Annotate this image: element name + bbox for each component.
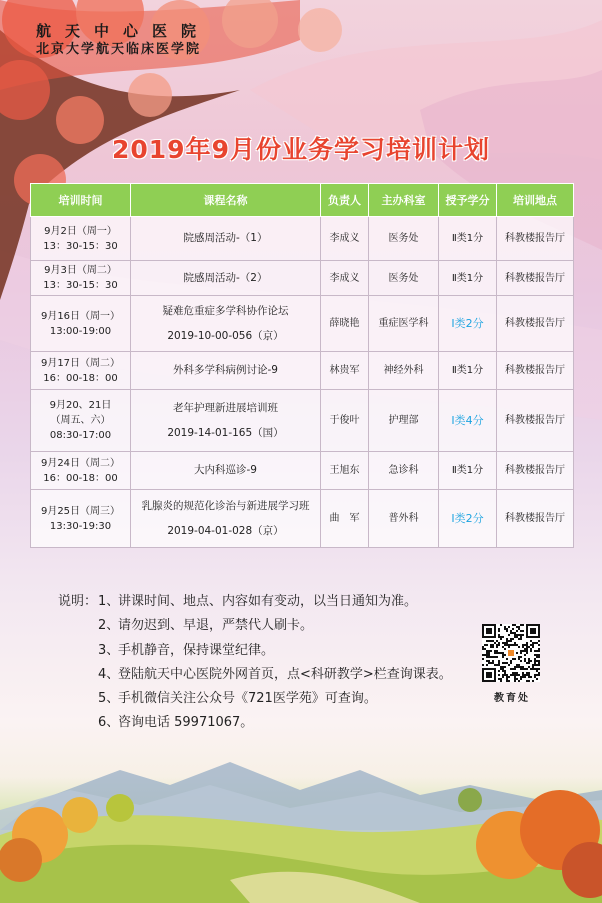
cell-time: [31, 296, 131, 352]
time-line: 9月2日（周一）: [44, 225, 117, 237]
column-header-time: 培训时间: [31, 184, 131, 217]
time-line: 9月16日（周一）: [40, 310, 121, 322]
note-text: 讲课时间、地点、内容如有变动，以当日通知为准。: [118, 594, 418, 609]
course-name: 院感周活动-（2）: [183, 271, 268, 284]
course-code: 2019-04-01-028（京）: [167, 524, 284, 537]
time-line: 9月25日（周三）: [40, 505, 121, 517]
course-name: 乳腺炎的规范化诊治与新进展学习班: [141, 499, 310, 512]
time-line: 9月24日（周二）: [40, 457, 121, 469]
cell-place: 科教楼报告厅: [497, 261, 574, 296]
cell-place: 科教楼报告厅: [497, 352, 574, 390]
time-line: 16：00-18：00: [43, 472, 118, 484]
cell-time: [31, 390, 131, 452]
note-text: 咨询电话 59971067。: [118, 715, 254, 731]
cell-course: [131, 452, 321, 490]
cell-place: 科教楼报告厅: [497, 217, 574, 261]
cell-place: 科教楼报告厅: [497, 296, 574, 352]
time-line: 13：30-15：30: [43, 240, 118, 252]
table-row: [31, 352, 574, 390]
cell-time: [31, 217, 131, 261]
table-header-row: [31, 184, 574, 217]
column-header-credit: 授予学分: [439, 184, 497, 217]
cell-dept: 重症医学科: [369, 296, 439, 352]
notes-section: [58, 590, 452, 736]
cell-dept: 医务处: [369, 217, 439, 261]
cell-credit: Ⅱ类1分: [439, 261, 497, 296]
time-line: 08:30-17:00: [49, 430, 112, 441]
cell-course: [131, 261, 321, 296]
table-row: [31, 490, 574, 548]
time-line: 16：00-18：00: [43, 372, 118, 384]
hospital-subtitle: 北京大学航天临床医学院: [36, 42, 202, 57]
cell-person: 于俊叶: [321, 390, 369, 452]
cell-time: [31, 490, 131, 548]
note-number: 1、: [98, 594, 120, 609]
cell-place: 科教楼报告厅: [497, 452, 574, 490]
course-name: 老年护理新进展培训班: [173, 401, 278, 414]
cell-dept: 普外科: [369, 490, 439, 548]
table-row: [31, 452, 574, 490]
table-row: [31, 217, 574, 261]
note-item: [58, 663, 452, 687]
cell-person: 李成义: [321, 261, 369, 296]
note-number: 2、: [98, 618, 120, 634]
note-item: [58, 590, 452, 614]
cell-credit: Ⅰ类4分: [439, 390, 497, 452]
time-line: 9月3日（周二）: [44, 265, 117, 276]
note-text: 手机微信关注公众号《721医学苑》可查询。: [118, 691, 377, 707]
cell-course: [131, 352, 321, 390]
qr-label: 教育处: [494, 693, 530, 704]
cell-credit: Ⅱ类1分: [439, 217, 497, 261]
course-name: 大内科巡诊-9: [194, 464, 257, 476]
training-schedule-table: [30, 183, 574, 548]
cell-course: [131, 490, 321, 548]
cell-place: 科教楼报告厅: [497, 490, 574, 548]
note-text: 手机静音，保持课堂纪律。: [118, 642, 275, 658]
page-title: 2019年9月份业务学习培训计划: [112, 135, 490, 164]
cell-time: [31, 452, 131, 490]
cell-dept: 神经外科: [369, 352, 439, 390]
column-header-dept: 主办科室: [369, 184, 439, 217]
cell-course: [131, 217, 321, 261]
notes-list: [58, 590, 452, 736]
time-line: （周五、六）: [50, 415, 111, 426]
note-text: 请勿迟到、早退，严禁代人刷卡。: [118, 618, 314, 634]
table-row: [31, 390, 574, 452]
note-item: [58, 639, 452, 663]
hospital-header: [36, 22, 210, 58]
note-number: 5、: [98, 691, 120, 707]
cell-place: 科教楼报告厅: [497, 390, 574, 452]
course-name: 外科多学科病例讨论-9: [173, 364, 278, 376]
cell-credit: Ⅱ类1分: [439, 452, 497, 490]
note-item: [58, 711, 452, 735]
table-row: [31, 261, 574, 296]
cell-time: [31, 352, 131, 390]
note-item: [58, 614, 452, 638]
note-number: 6、: [98, 715, 120, 731]
cell-dept: 医务处: [369, 261, 439, 296]
note-text: 登陆航天中心医院外网首页，点<科研教学>栏查询课表。: [118, 666, 452, 682]
note-number: 3、: [98, 642, 120, 658]
table-row: [31, 296, 574, 352]
cell-dept: 护理部: [369, 390, 439, 452]
course-code: 2019-14-01-165（国）: [167, 426, 284, 439]
time-line: 9月20、21日: [49, 400, 112, 411]
column-header-course: 课程名称: [131, 184, 321, 217]
qr-code-icon: [482, 624, 540, 682]
column-header-person: 负责人: [321, 184, 369, 217]
cell-credit: Ⅱ类1分: [439, 352, 497, 390]
cell-time: [31, 261, 131, 296]
cell-person: 王旭东: [321, 452, 369, 490]
course-name: 疑难危重症多学科协作论坛: [162, 304, 289, 317]
note-number: 4、: [98, 666, 120, 682]
cell-credit: Ⅰ类2分: [439, 490, 497, 548]
time-line: 13:30-19:30: [49, 520, 112, 532]
cell-course: [131, 390, 321, 452]
note-item: [58, 687, 452, 711]
hospital-name: 航天中心医院: [36, 22, 211, 40]
cell-dept: 急诊科: [369, 452, 439, 490]
course-name: 院感周活动-（1）: [183, 232, 268, 244]
cell-person: 薛晓艳: [321, 296, 369, 352]
cell-person: 李成义: [321, 217, 369, 261]
cell-person: 曲 军: [321, 490, 369, 548]
table-body: [31, 217, 574, 548]
time-line: 13：30-15：30: [43, 280, 118, 291]
note-lead: 说明：: [58, 594, 98, 609]
cell-credit: Ⅰ类2分: [439, 296, 497, 352]
time-line: 13:00-19:00: [49, 325, 112, 337]
cell-person: 林贵军: [321, 352, 369, 390]
time-line: 9月17日（周二）: [40, 357, 121, 369]
cell-course: [131, 296, 321, 352]
column-header-place: 培训地点: [497, 184, 574, 217]
course-code: 2019-10-00-056（京）: [167, 329, 284, 342]
